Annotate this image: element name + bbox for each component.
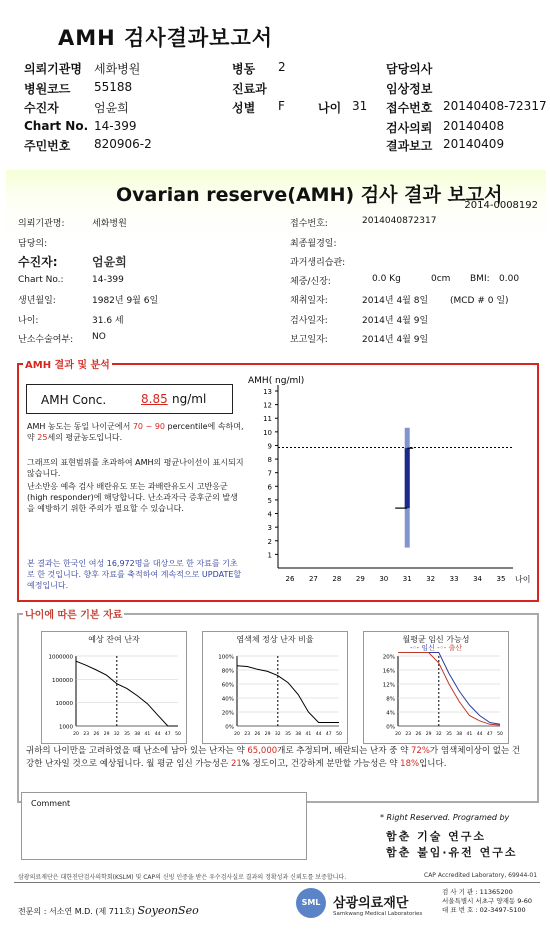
x-tick-label: 33 (449, 575, 459, 583)
report-title: AMH 검사결과보고서 (58, 26, 274, 50)
institution-label: 의뢰기관명: (18, 219, 65, 229)
age-summary-text: 귀하의 나이만을 고려하였을 때 난소에 남아 있는 난자는 약 65,000개로 추정되며, 배란되는 난자 중 약 72%가 염색체이상이 없는 건강한 난자일 것으로 예상됩니다. 월 평균 임신 가능성은 21% 정도이고, 건강하게 분만할 가능성은 약 18%입니다. (26, 746, 521, 769)
mini-y-tick-label: 20% (221, 710, 234, 717)
mini-x-tick-label: 50 (336, 732, 342, 737)
chart2-title: 염색체 정상 난자 비율 (236, 635, 314, 644)
header-v1-row2: 엄윤희 (94, 101, 129, 115)
comment-label: Comment (31, 799, 71, 808)
mini-x-tick-label: 38 (295, 732, 302, 737)
height-value: 0cm (431, 274, 451, 284)
mini-x-tick-label: 44 (476, 732, 483, 737)
series-line (76, 661, 178, 726)
report-sheet (6, 170, 546, 935)
report-heading: Ovarian reserve(AMH) 검사 결과 보고서 (116, 184, 503, 206)
mini-y-tick-label: 80% (221, 668, 234, 675)
mini-y-tick-label: 100% (218, 654, 234, 661)
mini-y-tick-label: 100000 (52, 677, 73, 684)
x-axis-label: 나이 (515, 575, 531, 584)
chart3-legend: -◦- 임신 -◦- 출산 (409, 644, 463, 652)
age-section-title: 나이에 따른 기본 자료 (23, 606, 124, 621)
doctor-label: 담당의: (18, 239, 48, 249)
mini-x-tick-label: 29 (264, 732, 271, 737)
x-tick-label: 31 (402, 575, 412, 583)
mini-y-tick-label: 10000 (55, 701, 73, 708)
header-l4-row0: 담당의사 (386, 62, 433, 76)
header-l1-row0: 의뢰기관명 (24, 62, 82, 76)
header-v4-row4: 20140409 (443, 137, 505, 151)
x-tick-label: 32 (426, 575, 436, 583)
age-label: 나이: (18, 316, 39, 326)
exam-value: 2014년 4월 9일 (362, 316, 429, 326)
header-v2-row2: F (278, 99, 285, 113)
series-line (237, 666, 339, 723)
org-research-2: 함춘 불임·유전 연구소 (386, 846, 518, 859)
weight-value: 0.0 Kg (372, 274, 401, 284)
pregnancy-chance-chart (363, 631, 509, 744)
y-tick-label: 3 (267, 524, 272, 533)
header-l2-row1: 진료과 (232, 82, 267, 96)
mini-x-tick-label: 38 (134, 732, 141, 737)
mini-x-tick-label: 26 (254, 732, 261, 737)
contact-info: 검 사 기 관 : 11365200 서울특별시 서초구 양재동 9-60 대 표 번 호 : 02-3497-5100 (442, 888, 533, 914)
amh-paragraph-3: 난소반응 예측 검사 배란유도 또는 과배란유도시 고반응군 (high responder)에 해당합니다. 난소과자극 증후군의 발생을 예방하기 위한 주의가 필요할 수 있습니다. (27, 482, 238, 513)
collect-label: 채취일자: (290, 296, 328, 306)
amh-paragraph-2: 그래프의 표현범위를 초과하여 AMH의 평균나이선이 표시되지 않습니다. (27, 458, 244, 478)
mini-x-tick-label: 38 (456, 732, 463, 737)
conc-label: AMH Conc. (41, 393, 107, 407)
y-tick-label: 4 (267, 510, 272, 519)
patient-name: 엄윤희 (92, 255, 127, 269)
mini-x-tick-label: 35 (124, 732, 130, 737)
mini-y-tick-label: 16% (382, 668, 395, 675)
birth-value: 1982년 9월 6일 (92, 296, 159, 306)
amh-concentration (26, 384, 233, 414)
mini-y-tick-label: 1000000 (48, 654, 73, 661)
chart3-title: 월평균 임신 가능성 (402, 635, 470, 644)
conc-unit: ng/ml (172, 392, 207, 406)
mini-x-tick-label: 35 (285, 732, 291, 737)
normal-eggs-plot (203, 632, 349, 745)
x-tick-label: 28 (332, 575, 342, 583)
signer: 전문의 : 서소연 M.D. (제 711호) SoyeonSeo (18, 904, 199, 917)
y-tick-label: 6 (267, 483, 272, 492)
conc-value: 8.85 (141, 392, 168, 406)
x-tick-label: 35 (496, 575, 506, 583)
y-tick-label: 5 (267, 496, 272, 505)
cap-note: CAP Accredited Laboratory, 69944-01 (424, 872, 538, 879)
y-tick-label: 13 (263, 388, 272, 396)
document-number: 2014-0008192 (464, 200, 538, 211)
mini-x-tick-label: 47 (164, 732, 171, 737)
birth-label: 생년월일: (18, 296, 56, 306)
mini-x-tick-label: 41 (305, 732, 312, 737)
y-tick-label: 2 (267, 537, 272, 546)
mini-x-tick-label: 20 (234, 732, 240, 737)
mini-y-tick-label: 40% (221, 696, 234, 703)
header-v3-row2: 31 (352, 99, 368, 113)
mini-x-tick-label: 50 (175, 732, 181, 737)
chart-no-value: 14-399 (92, 275, 124, 285)
mini-x-tick-label: 32 (435, 732, 442, 737)
mini-y-tick-label: 0% (225, 724, 234, 731)
mini-x-tick-label: 44 (315, 732, 322, 737)
header-l4-row3: 검사의뢰 (386, 121, 433, 135)
rights-reserved: * Right Reserved. Programed by (380, 813, 510, 822)
mini-x-tick-label: 29 (425, 732, 432, 737)
mini-x-tick-label: 41 (466, 732, 473, 737)
header-v4-row3: 20140408 (443, 119, 505, 133)
y-tick-label: 8 (267, 456, 272, 465)
final-menses-label: 최종월경일: (290, 239, 337, 249)
surgery-label: 난소수술여부: (18, 335, 74, 345)
x-tick-label: 30 (379, 575, 389, 583)
header-l2-row0: 병동 (232, 62, 256, 76)
chart-no-label: Chart No.: (18, 275, 64, 285)
header-l3-row2: 나이 (318, 101, 342, 115)
org-research-1: 함춘 기술 연구소 (386, 830, 487, 843)
y-tick-label: 9 (267, 442, 272, 451)
header-l1-row1: 병원코드 (24, 82, 71, 96)
header-l1-row3: Chart No. (24, 119, 89, 133)
x-tick-label: 26 (285, 575, 295, 583)
header-v1-row0: 세화병원 (94, 62, 141, 76)
sml-logo-icon: SML (296, 888, 326, 918)
mini-x-tick-label: 26 (415, 732, 422, 737)
receipt-label: 접수번호: (290, 219, 328, 229)
mini-y-tick-label: 0% (386, 724, 395, 731)
mini-x-tick-label: 20 (73, 732, 79, 737)
age-value: 31.6 세 (92, 316, 124, 326)
x-tick-label: 29 (355, 575, 365, 583)
mini-x-tick-label: 32 (274, 732, 281, 737)
y-tick-label: 10 (263, 428, 272, 437)
institution-value: 세화병원 (92, 219, 127, 229)
y-tick-label: 11 (263, 415, 272, 424)
header-l4-row2: 접수번호 (386, 101, 433, 115)
y-axis-label: AMH( ng/ml) (248, 376, 305, 386)
x-tick-label: 34 (473, 575, 483, 583)
normal-eggs-chart (202, 631, 348, 744)
y-tick-label: 12 (263, 401, 272, 410)
iqr-box (405, 448, 410, 508)
mini-x-tick-label: 41 (144, 732, 151, 737)
history-label: 과거생리습관: (290, 258, 346, 268)
comment-box (21, 792, 307, 860)
bmi-value: 0.00 (499, 274, 520, 284)
mini-x-tick-label: 50 (497, 732, 503, 737)
y-tick-label: 7 (267, 469, 272, 478)
receipt-value: 2014040872317 (362, 216, 437, 226)
x-tick-label: 27 (308, 575, 318, 583)
patient-label: 수진자: (18, 255, 58, 269)
mini-x-tick-label: 26 (93, 732, 100, 737)
report-date-label: 보고일자: (290, 335, 328, 345)
mini-x-tick-label: 44 (154, 732, 161, 737)
foundation-name: 삼광의료재단 (333, 896, 409, 911)
header-l1-row2: 수진자 (24, 101, 59, 115)
amh-section-title: AMH 결과 및 분석 (23, 356, 112, 371)
series-line (398, 653, 500, 725)
header-l2-row2: 성별 (232, 101, 256, 115)
collect-value: 2014년 4월 8일 (362, 296, 429, 306)
mini-y-tick-label: 1000 (59, 724, 73, 731)
amh-paragraph-1: AMH 농도는 동일 나이군에서 70 ~ 90 percentile에 속하며, 약 25세의 평균농도입니다. (27, 422, 244, 442)
chart1-title: 예상 잔여 난자 (88, 635, 140, 644)
mini-y-tick-label: 60% (221, 682, 234, 689)
mini-x-tick-label: 20 (395, 732, 401, 737)
mini-x-tick-label: 23 (83, 732, 90, 737)
footer-divider (14, 882, 540, 883)
foundation-english: Samkwang Medical Laboratories (333, 911, 423, 917)
exam-label: 검사일자: (290, 316, 328, 326)
mini-x-tick-label: 47 (325, 732, 332, 737)
amh-paragraph-4: 본 결과는 한국인 여성 16,972명을 대상으로 한 자료를 기초로 한 것입니다. 향후 자료를 축적하여 계속적으로 UPDATE할 예정입니다. (27, 559, 242, 590)
mcd-value: (MCD # 0 일) (450, 296, 509, 306)
weight-label: 체중/신장: (290, 277, 331, 287)
mini-y-tick-label: 12% (382, 682, 395, 689)
signature: SoyeonSeo (137, 904, 199, 917)
bmi-label: BMI: (470, 274, 490, 284)
header-v1-row3: 14-399 (94, 119, 137, 133)
accreditation-note: 삼광의료재단은 대한진단검사의학회(KSLM) 및 CAP의 신빙 인증을 받은 우수검사실로 결과의 정확성과 신뢰도를 보증합니다. (18, 874, 347, 881)
surgery-value: NO (92, 332, 106, 342)
header-v1-row1: 55188 (94, 80, 133, 94)
mini-y-tick-label: 8% (386, 696, 395, 703)
mini-x-tick-label: 32 (113, 732, 120, 737)
amh-age-chart (238, 373, 536, 595)
mini-x-tick-label: 23 (405, 732, 412, 737)
series-line (398, 653, 500, 726)
header-l4-row4: 결과보고 (386, 139, 433, 153)
mini-x-tick-label: 35 (446, 732, 452, 737)
mini-y-tick-label: 4% (386, 710, 395, 717)
mini-x-tick-label: 29 (103, 732, 110, 737)
y-tick-label: 1 (267, 551, 272, 560)
report-date-value: 2014년 4월 9일 (362, 335, 429, 345)
remaining-eggs-chart (41, 631, 187, 744)
header-v4-row2: 20140408-72317 (443, 99, 547, 113)
remaining-eggs-plot (42, 632, 188, 745)
mini-x-tick-label: 47 (486, 732, 493, 737)
mini-y-tick-label: 20% (382, 654, 395, 661)
header-v1-row4: 820906-2 (94, 137, 152, 151)
mini-x-tick-label: 23 (244, 732, 251, 737)
header-l4-row1: 임상정보 (386, 82, 433, 96)
header-l1-row4: 주민번호 (24, 139, 71, 153)
header-v2-row0: 2 (278, 60, 286, 74)
